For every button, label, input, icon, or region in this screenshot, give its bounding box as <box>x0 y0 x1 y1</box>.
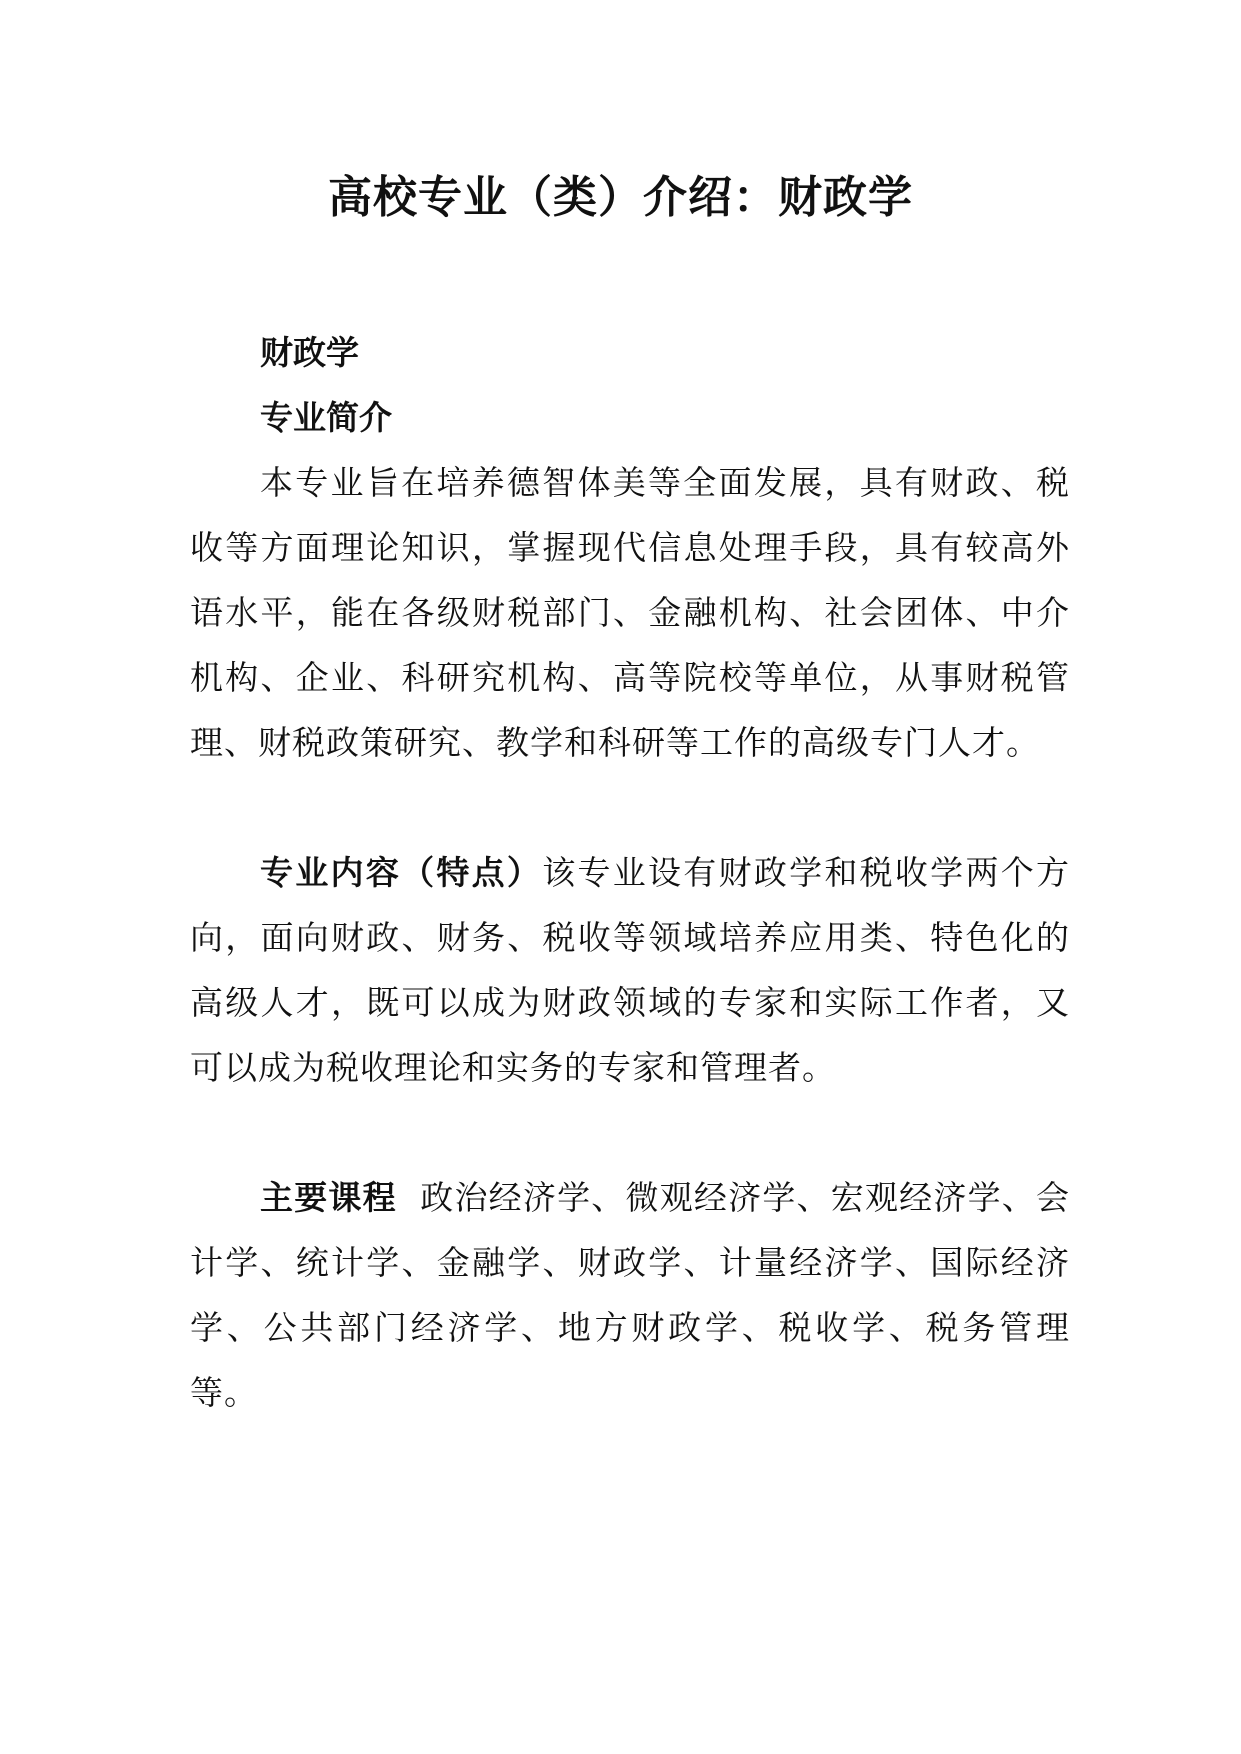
content-paragraph <box>190 840 1070 1100</box>
major-name-heading: 财政学 <box>260 333 359 372</box>
intro-heading: 专业简介 <box>260 398 392 437</box>
paragraph-spacer <box>190 1100 1070 1165</box>
paragraph-spacer <box>190 775 1070 840</box>
document-title: 高校专业（类）介绍：财政学 <box>328 172 913 223</box>
document-body <box>190 320 1070 1425</box>
intro-paragraph: 本专业旨在培养德智体美等全面发展，具有财政、税收等方面理论知识，掌握现代信息处理手段，具有较高外语水平，能在各级财税部门、金融机构、社会团体、中介机构、企业、科研究机构、高等院校等单位，从事财税管理、财税政策研究、教学和科研等工作的高级专门人才。 <box>190 463 1070 762</box>
courses-paragraph <box>190 1165 1070 1425</box>
courses-text: 政治经济学、微观经济学、宏观经济学、会计学、统计学、金融学、财政学、计量经济学、国际经济学、公共部门经济学、地方财政学、税收学、税务管理等。 <box>190 1178 1071 1412</box>
content-heading: 专业内容（特点） <box>260 853 543 892</box>
courses-heading: 主要课程 <box>260 1178 397 1217</box>
content-text: 该专业设有财政学和税收学两个方向，面向财政、财务、税收等领域培养应用类、特色化的高级人才，既可以成为财政领域的专家和实际工作者，又可以成为税收理论和实务的专家和管理者。 <box>190 853 1071 1087</box>
